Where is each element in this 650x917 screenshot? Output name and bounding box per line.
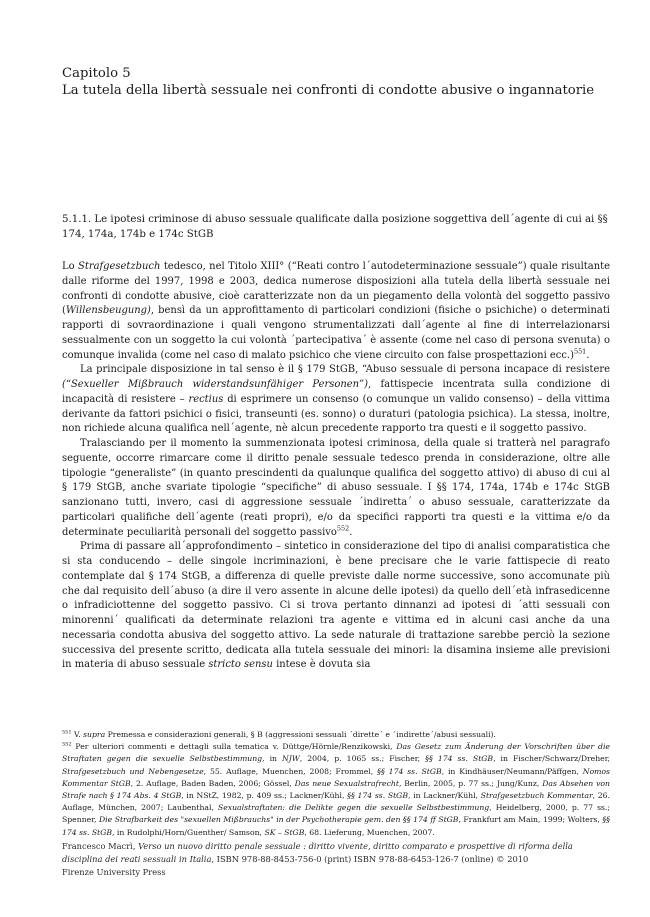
paragraph-3: Tralasciando per il momento la summenzionata ipotesi criminosa, della quale si tratterà nel paragrafo seguente, occorre rimarcare come il diritto penale sessuale tedesco prenda in considerazione, oltre alle tipologie “generaliste” (in quanto prescindenti da qualunque qualifica del soggetto attivo) di abuso di cui al § 179 StGB, anche svariate tipologie “specifiche” di abuso sessuale. I §§ 174, 174a, 174b e 174c StGB sanzionano tutti, invero, casi di aggressione sessuale ´indiretta´ o abuso sessuale, caratterizzate da particolari qualifiche dell´agente (reati propri), e/o da specifici rapporti tra questi e la vittima e/o da determinate peculiarità personali del soggetto passivo$^{552}$. (62, 438, 610, 538)
chapter-header (62, 65, 602, 99)
footnote-ref-552[interactable]: 552 (336, 524, 350, 533)
footnote-number: 552 (62, 741, 72, 748)
paragraph-4: Prima di passare all´approfondimento – sintetico in considerazione del tipo di analisi comparatistica che si sta conducendo – delle singole incriminazioni, è bene precisare che le varie fattispecie di reato contemplate dal § 174 StGB, a differenza di quelle previste dalle norme successive, sono accomunate più che dal requisito dell´abuso (a dire il vero assente in alcune delle ipotesi) da quello dell´età infrasedicenne o infradiciottenne del soggetto passivo. Ci si trova pertanto dinnanzi ad ipotesi di ´atti sessuali con minorenni´ qualificati da determinate relazioni tra agente e vittima ed in alcuni casi anche da una necessaria condotta abusiva del soggetto attivo. La sede naturale di trattazione sarebbe perciò la sezione successiva del presente scritto, dedicata alla tutela sessuale dei minori: la disamina insieme alle previsioni in materia di abuso sessuale stricto sensu intese è dovuta sia (62, 541, 610, 671)
chapter-title: La tutela della libertà sessuale nei confronti di condotte abusive o ingannatorie (62, 83, 595, 98)
section-heading: 5.1.1. Le ipotesi criminose di abuso sessuale qualificate dalla posizione soggettiva dell´agente di cui ai §§ 174, 174a, 174b e 174c StGB (62, 214, 608, 240)
body-text (62, 260, 610, 673)
footer-author: Francesco Macrì, (62, 841, 139, 851)
footnote-ref-551[interactable]: 551 (573, 347, 587, 356)
chapter-number: Capitolo 5 (62, 66, 131, 81)
footnote-551: $^{551}$ V. supra Premessa e considerazioni generali, § B (aggressioni sessuali ´dirette´ e ´indirette´/abusi sessuali). (62, 729, 496, 739)
paragraph-2: La principale disposizione in tal senso è il § 179 StGB, “Abuso sessuale di persona incapace di resistere (“Sexueller Mißbrauch widerstandsunfähiger Personen”), fattispecie incentrata sulla condizione di incapacità di resistere – rectius di esprimere un consenso (o comunque un valido consenso) – della vittima derivante da fattori psichici o fisici, transeunti (es. sonno) o duraturi (patologia psichica). La stessa, inoltre, non richiede alcuna qualifica nell´agente, nè alcun precedente rapporto tra questi e il soggetto passivo. (62, 364, 610, 435)
footnotes (62, 729, 610, 839)
footnote-number: 551 (62, 729, 72, 736)
footer-book-title: Verso un nuovo diritto penale sessuale : diritto vivente, diritto comparato e prospettive di riforma della disciplina dei reati sessuali in Italia (62, 841, 573, 864)
footer-publisher: Firenze University Press (62, 866, 166, 877)
citation-footer (62, 840, 610, 878)
paragraph-1: Lo Strafgesetzbuch tedesco, nel Titolo XIII° (“Reati contro l´autodeterminazione sessuale”) quale risultante dalle riforme del 1997, 1998 e 2003, dedica numerose disposizioni alla tutela della libertà sessuale nei confronti di condotte abusive, cioè caratterizzate non da un piegamento della volontà del soggetto passivo (Willensbeugung), bensì da un approfittamento di particolari condizioni (fisiche o psichiche) o determinati rapporti di sovraordinazione i quali vengono strumentalizzati dall´agente al fine di interrelazionarsi sessualmente con un soggetto la cui volontà ´partecipativa´ è assente (come nel caso di persona svenuta) o comunque invalida (come nel caso di malato psichico che viene circuito con false prospettazioni ecc.)$^{551}$. (62, 261, 610, 361)
footnote-552: $^{552}$ Per ulteriori commenti e dettagli sulla tematica v. Düttge/Hörnle/Renzikowski, Das Gesetz zum Änderung der Vorschriften über die Straftaten gegen die sexuelle Selbstbestimmung, in NJW, 2004, p. 1065 ss.; Fischer, §§ 174 ss. StGB, in Fischer/Schwarz/Dreher, Strafgesetzbuch und Nebengesetze, 55. Auflage, Muenchen, 2008; Frommel, §§ 174 ss. StGB, in Kindhäuser/Neumann/Päffgen, Nomos Kommentar StGB, 2. Auflage, Baden Baden, 2006; Gössel, Das neue Sexualstrafrecht, Berlin, 2005, p. 77 ss.; Jung/Kunz, Das Absehen von Strafe nach § 174 Abs. 4 StGB, in NStZ, 1982, p. 409 ss.; Lackner/Kühl, §§ 174 ss. StGB, in Lackner/Kühl, Strafgesetzbuch Kommentar, 26. Auflage, München, 2007; Laubenthal, Sexualstraftaten: die Delikte gegen die sexuelle Selbstbestimmung, Heidelberg, 2000, p. 77 ss.; Spenner, Die Strafbarkeit des "sexuellen Mißbrauchs" in der Psychotherapie gem. den §§ 174 ff StGB, Frankfurt am Main, 1999; Wolters, §§ 174 ss. StGB, in Rudolphi/Horn/Guenther/ Samson, SK – StGB, 68. Lieferung, Muenchen, 2007. (62, 741, 611, 837)
footer-isbn: , ISBN 978-88-8453-756-0 (print) ISBN 978-88-6453-126-7 (online) © 2010 (211, 853, 529, 864)
